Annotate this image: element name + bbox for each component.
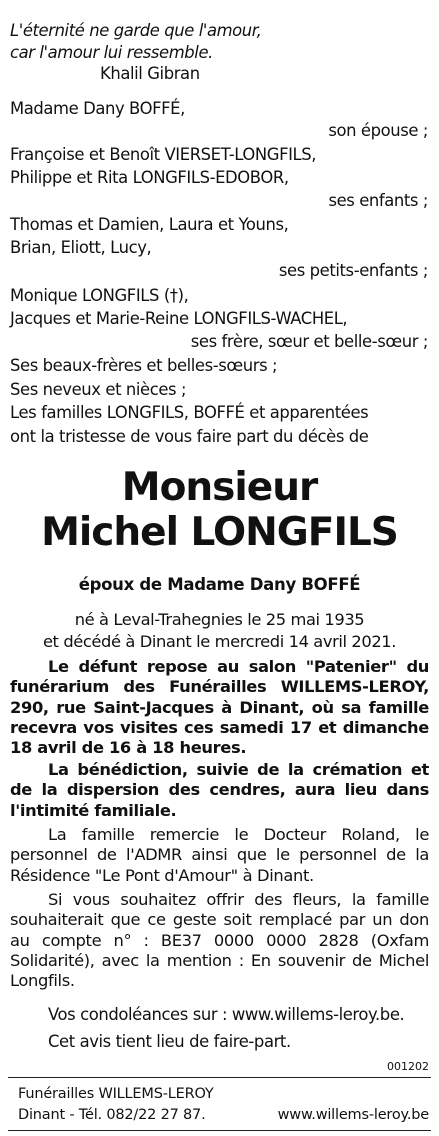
quote-line-2: car l'amour lui ressemble. (10, 43, 213, 62)
quote-author: Khalil Gibran (100, 64, 200, 83)
family-relation: ses enfants ; (328, 191, 428, 210)
viewing-paragraph: Le défunt repose au salon "Patenier" du funérarium des Funérailles WILLEMS-LEROY, 290, rue Saint-Jacques à Dinant, où sa famille recevra vos visites ces samedi 17 et dimanche 18 avril de 16 à 18 heures. (10, 657, 429, 758)
family-line: Monique LONGFILS (†), (10, 286, 189, 305)
thanks-paragraph: La famille remercie le Docteur Roland, le personnel de l'ADMR ainsi que le personnel de la Résidence "Le Pont d'Amour" à Dinant. (10, 825, 429, 885)
notice-line: Cet avis tient lieu de faire-part. (48, 1032, 291, 1051)
family-line: Brian, Eliott, Lucy, (10, 238, 152, 257)
quote-line-1: L'éternité ne garde que l'amour, (10, 21, 262, 40)
ceremony-paragraph: La bénédiction, suivie de la crémation et de la dispersion des cendres, aura lieu dans l'intimité familiale. (10, 760, 429, 820)
condolences-line: Vos condoléances sur : www.willems-leroy.be. (48, 1005, 405, 1024)
family-line: Ses neveux et nièces ; (10, 380, 187, 399)
family-line: Thomas et Damien, Laura et Youns, (10, 215, 289, 234)
death-line: et décédé à Dinant le mercredi 14 avril 2021. (42, 632, 397, 651)
family-line: Jacques et Marie-Reine LONGFILS-WACHEL, (10, 309, 348, 328)
spouse-line: époux de Madame Dany BOFFÉ (78, 575, 361, 594)
deceased-name: Michel LONGFILS (41, 510, 398, 555)
family-line: Madame Dany BOFFÉ, (10, 99, 185, 118)
footer-website[interactable]: www.willems-leroy.be (277, 1107, 429, 1123)
footer-phone: Dinant - Tél. 082/22 27 87. (18, 1107, 206, 1123)
footer-company: Funérailles WILLEMS-LEROY (18, 1086, 214, 1102)
footer-bottom-divider (8, 1130, 431, 1131)
family-relation: son épouse ; (328, 121, 428, 140)
family-relation: ses frère, sœur et belle-sœur ; (190, 332, 428, 351)
flowers-paragraph: Si vous souhaitez offrir des fleurs, la famille souhaiterait que ce geste soit remplacé par un don au compte n° : BE37 0000 0000 2828 (Oxfam Solidarité), avec la mention : En souvenir de Michel Longfils. (10, 890, 429, 991)
birth-line: né à Leval-Trahegnies le 25 mai 1935 (74, 610, 365, 629)
reference-number: 001202 (387, 1060, 429, 1073)
family-line: Les familles LONGFILS, BOFFÉ et apparentées (10, 403, 369, 422)
deceased-title: Monsieur (121, 465, 318, 510)
family-line: Ses beaux-frères et belles-sœurs ; (10, 356, 278, 375)
family-line: ont la tristesse de vous faire part du décès de (10, 427, 369, 446)
family-line: Françoise et Benoît VIERSET-LONGFILS, (10, 145, 317, 164)
footer-divider (8, 1077, 431, 1078)
family-line: Philippe et Rita LONGFILS-EDOBOR, (10, 168, 289, 187)
family-relation: ses petits-enfants ; (278, 261, 428, 280)
